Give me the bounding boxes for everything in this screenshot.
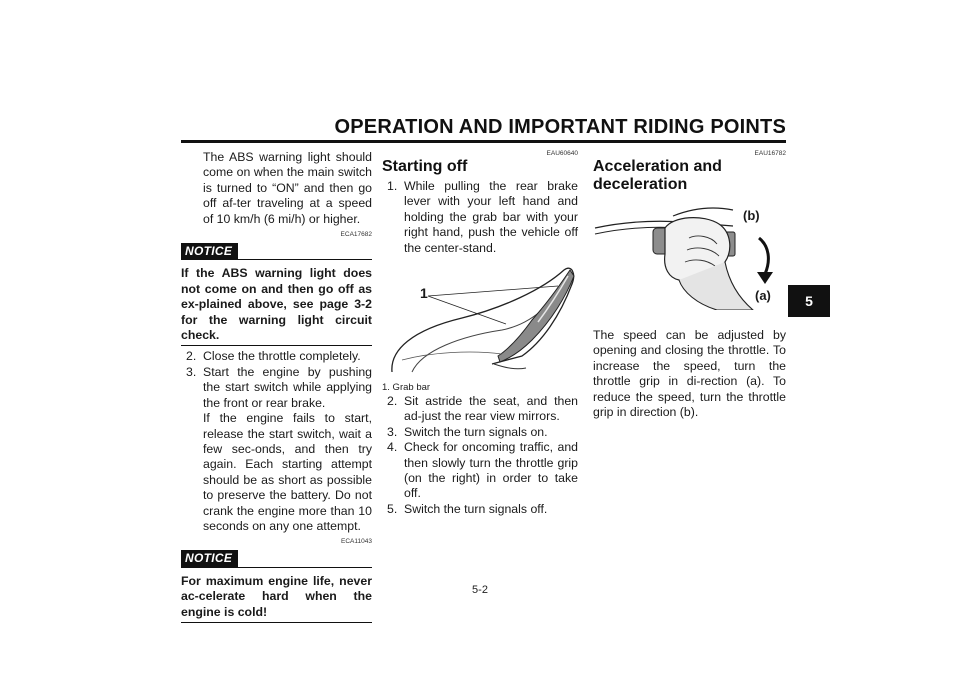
header-rule <box>181 140 786 143</box>
list-item: 1. While pulling the rear brake lever with your left hand and holding the grab bar with your right hand, push the vehicle off the center-stand. <box>387 179 578 255</box>
column-1 <box>181 150 372 623</box>
notice-text: For maximum engine life, never ac-celerate hard when the engine is cold! <box>181 568 372 623</box>
notice-badge: NOTICE <box>181 550 238 567</box>
callout-number: 1 <box>420 285 428 302</box>
grab-bar-figure <box>382 260 578 394</box>
direction-label-b: (b) <box>743 208 760 223</box>
acceleration-body-text: The speed can be adjusted by opening and closing the throttle. To increase the speed, turn the throttle grip in di-rection (a). To reduce the speed, turn the throttle grip in direction (b). <box>593 328 786 420</box>
section-code: EAU16782 <box>754 150 786 157</box>
column-3 <box>593 150 786 420</box>
direction-label-a: (a) <box>755 288 771 303</box>
list-item: 4. Check for oncoming traffic, and then slowly turn the throttle grip (on the right) in order to take off. <box>387 440 578 501</box>
seat-illustration <box>382 260 578 378</box>
list-item: 3. Start the engine by pushing the start switch while applying the front or rear brake. <box>186 364 372 410</box>
notice-code: ECA17682 <box>340 231 372 239</box>
chapter-tab: 5 <box>788 285 830 317</box>
list-item: 5. Switch the turn signals off. <box>387 501 548 516</box>
list-item: 2. Sit astride the seat, and then ad-just the rear view mirrors. <box>387 394 578 424</box>
page-header-title: OPERATION AND IMPORTANT RIDING POINTS <box>334 116 786 138</box>
notice-badge: NOTICE <box>181 243 238 260</box>
notice-rule <box>238 567 372 568</box>
section-heading-acceleration: Acceleration and deceleration <box>593 158 722 193</box>
column-2 <box>382 150 578 517</box>
notice-header <box>181 243 372 260</box>
notice-code: ECA11043 <box>341 538 372 546</box>
page-number: 5-2 <box>472 584 488 596</box>
abs-intro-text: The ABS warning light should come on when the main switch is turned to “ON” and then go off af-ter traveling at a speed of 10 km/h (6 mi/h) or higher. <box>203 150 372 226</box>
step-3-detail: If the engine fails to start, release the start switch, wait a few sec-onds, and then try again. Each starting attempt should be as short as possible to preserve the battery. Do not crank the engine more than 10 seconds on any one attempt. <box>203 411 372 533</box>
section-code: EAU60640 <box>546 150 578 157</box>
notice-header <box>181 550 372 567</box>
notice-rule <box>238 259 372 260</box>
section-heading-starting-off: Starting off <box>382 158 468 175</box>
list-item: 3. Switch the turn signals on. <box>387 424 548 439</box>
list-item: 2. Close the throttle completely. <box>186 349 361 364</box>
figure-caption: 1. Grab bar <box>382 382 431 394</box>
throttle-figure <box>593 198 786 316</box>
notice-text: If the ABS warning light does not come on and then go off as ex-plained above, see page 3-2 for the warning light circuit check. <box>181 260 372 346</box>
